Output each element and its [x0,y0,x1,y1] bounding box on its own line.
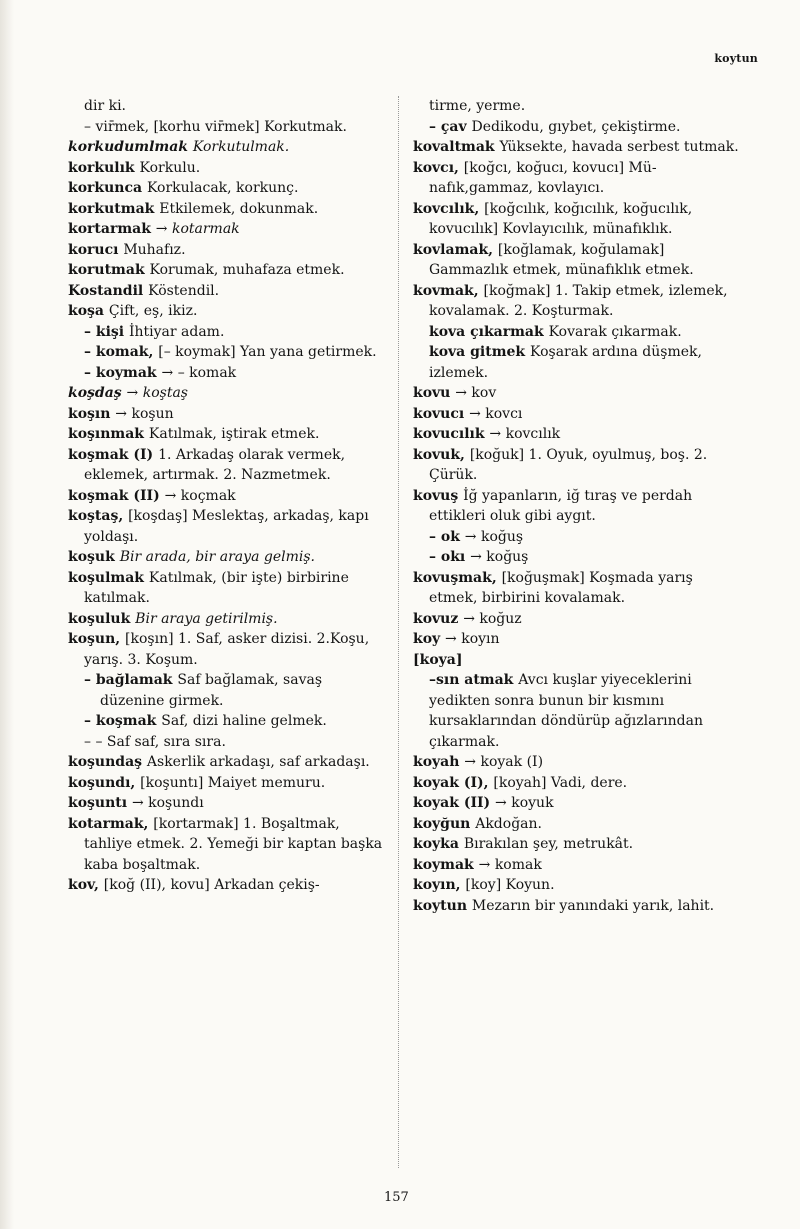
entry-definition: Mezarın bir yanındaki yarık, lahit. [471,897,715,914]
dictionary-entry [68,609,390,630]
entry-headword: koy [413,631,446,647]
entry-headword: koşuntı [68,795,132,811]
dictionary-entry [413,547,743,568]
entry-headword: – ok [429,528,465,545]
entry-definition: Korkulacak, korkunç. [146,180,299,196]
entry-headword: – koymak [84,364,162,381]
entry-headword: koytun [413,897,472,914]
entry-headword: – koşmak [84,713,162,729]
entry-headword: korkutmak [68,200,160,217]
entry-definition: Korkutulmak. [192,139,290,155]
entry-headword: koşmak (I) [68,446,159,463]
entry-headword: koyka [413,836,464,852]
dictionary-entry [413,240,743,281]
entry-definition: [koğcı, koğucı, kovucı] Münafık,gammaz, kovlayıcı. [429,159,657,196]
entry-headword: koşundaş [68,754,147,770]
dictionary-entry [68,506,390,547]
dictionary-entry [68,445,390,486]
entry-definition: → koçmak [164,487,236,504]
entry-definition: Saf, dizi haline gelmek. [161,713,327,729]
entry-headword: kovu [413,385,456,401]
dictionary-entry [413,773,743,794]
entry-definition: → kovcılık [489,426,561,442]
dictionary-entry [413,814,743,835]
entry-definition: → koştaş [126,385,188,401]
entry-definition: [koşuntı] Maiyet memuru. [140,774,326,791]
entry-definition: Kovarak çıkarmak. [548,323,682,340]
entry-definition: Saf bağlamak, savaş düzenine girmek. [100,672,323,709]
entry-headword: kov, [68,877,104,893]
entry-definition: → komak [478,856,542,873]
dictionary-entry [68,629,390,670]
entry-definition: tirme, yerme. [429,98,526,114]
dictionary-entry [413,793,743,814]
entry-definition: Muhafız. [123,241,186,258]
entry-headword: koşuk [68,549,120,565]
dictionary-entry [68,711,390,732]
entry-headword: koşınmak [68,426,149,442]
entry-definition: Bırakılan şey, metrukât. [463,836,634,852]
entry-headword: – çav [429,118,472,135]
entry-headword: – komak, [84,344,159,360]
dictionary-entry [68,240,390,261]
entry-definition: Korkutmak. [264,118,347,135]
dictionary-entry [413,650,743,671]
dictionary-entry [413,96,743,117]
entry-definition: İğ yapanların, iğ tıraş ve perdah ettikleri oluk gibi aygıt. [429,487,693,524]
entry-headword: – bağlamak [84,672,178,688]
entry-headword: kovuşmak, [413,569,502,586]
dictionary-entry [68,199,390,220]
entry-definition: Köstendil. [148,282,220,299]
dictionary-entry [413,609,743,630]
entry-definition: [kortarmak] 1. Boşaltmak, tahliye etmek. 2. Yemeği bir kaptan başka kaba boşaltmak. [84,815,383,873]
entry-headword: kotarmak, [68,815,154,832]
dictionary-entry [68,793,390,814]
entry-definition: → koğuş [464,528,524,545]
entry-definition: → koğuş [470,549,529,565]
dictionary-entry [68,773,390,794]
entry-headword: – okı [429,549,471,565]
column-divider [398,96,399,1168]
entry-definition: Dedikodu, gıybet, çekiştirme. [471,118,681,135]
dictionary-entry [68,404,390,425]
entry-definition: → kovcı [469,405,523,422]
dictionary-entry [413,568,743,609]
entry-headword: koyğun [413,815,476,832]
entry-definition: [koğuşmak] Koşmada yarış etmek, birbirini kovalamak. [429,569,693,606]
entry-definition: → – komak [161,364,237,381]
dictionary-entry [413,199,743,240]
entry-definition: [koşın] 1. Saf, asker dizisi. 2.Koşu, yarış. 3. Koşum. [84,631,370,668]
dictionary-entry [413,445,743,486]
entry-headword: kovucılık [413,426,490,442]
entry-headword: kovcılık, [413,200,485,217]
entry-definition: 1. Arkadaş olarak vermek, eklemek, artırmak. 2. Nazmetmek. [84,446,346,483]
entry-headword: koşundı, [68,774,141,791]
dictionary-entry [413,752,743,773]
dictionary-entry [413,383,743,404]
entry-definition: [koy] Koyun. [465,877,555,893]
entry-headword: korkulık [68,159,140,176]
dictionary-entry [413,322,743,343]
entry-headword: korkunca [68,180,147,196]
entry-headword: kovaltmak [413,139,500,155]
entry-definition: Etkilemek, dokunmak. [159,200,319,217]
dictionary-entry [68,670,390,711]
dictionary-entry [68,363,390,384]
entry-definition: Koşarak ardına düşmek, izlemek. [429,344,702,381]
entry-headword: kovmak, [413,282,484,299]
entry-definition: [koşdaş] Meslektaş, arkadaş, kapı yoldaşı. [84,508,369,545]
dictionary-entry [413,629,743,650]
dictionary-entry [413,424,743,445]
dictionary-entry [413,117,743,138]
dictionary-entry [68,875,390,896]
entry-definition: Katılmak, (bir işte) birbirine katılmak. [84,569,349,606]
entry-definition: [koğcılık, koğıcılık, koğucılık, kovucılık] Kovlayıcılık, münafıklık. [429,200,693,237]
entry-headword: koşuluk [68,610,136,627]
left-column [68,96,390,896]
entry-headword: kortarmak [68,221,156,237]
dictionary-entry [68,732,390,753]
entry-headword: kovuş [413,487,464,504]
entry-headword: korkudumlmak [68,139,193,155]
entry-headword: koşdaş [68,385,127,401]
dictionary-entry [413,875,743,896]
dictionary-entry [413,342,743,383]
dictionary-entry [68,96,390,117]
entry-headword: koşa [68,303,109,319]
entry-definition: Katılmak, iştirak etmek. [148,426,320,442]
entry-definition: → kov [455,385,497,401]
dictionary-entry [68,219,390,240]
entry-definition: Bir arada, bir araya gelmiş. [119,549,315,565]
entry-headword: koşulmak [68,569,149,586]
entry-definition: – – [84,733,107,750]
entry-headword: kovuk, [413,446,470,463]
entry-definition: İhtiyar adam. [128,323,225,340]
entry-definition: → kotarmak [155,221,240,237]
entry-definition: [koğmak] 1. Takip etmek, izlemek, kovalamak. 2. Koşturmak. [429,282,728,319]
dictionary-entry [68,178,390,199]
dictionary-entry [68,424,390,445]
entry-headword: kovucı [413,405,470,422]
dictionary-entry [68,117,390,138]
dictionary-entry [413,137,743,158]
right-column [413,96,743,916]
dictionary-entry [68,486,390,507]
entry-headword: korutmak [68,262,150,278]
dictionary-entry [413,855,743,876]
dictionary-entry [413,670,743,752]
dictionary-entry [413,896,743,917]
entry-definition: [– koymak] Yan yana getirmek. [158,344,377,360]
entry-definition: → koyuk [495,795,554,811]
dictionary-entry [413,404,743,425]
dictionary-entry [68,301,390,322]
entry-headword: kovuz [413,610,464,627]
entry-headword: koyah [413,754,465,770]
dictionary-entry [68,752,390,773]
entry-definition: [koğlamak, koğulamak] Gammazlık etmek, münafıklık etmek. [429,241,694,278]
entry-headword: koşun, [68,631,126,647]
entry-definition: → koyın [445,631,500,647]
entry-definition: dir ki. [84,98,126,114]
entry-definition: [koğ (II), kovu] Arkadan çekiş- [103,877,320,893]
entry-headword: kova çıkarmak [429,323,549,340]
dictionary-entry [413,158,743,199]
entry-definition: – vir̄mek, [korhu vir̄mek] [84,118,265,135]
entry-definition: Yüksekte, havada serbest tutmak. [499,139,739,155]
entry-definition: Akdoğan. [475,815,542,832]
entry-headword: koyak (II) [413,795,496,811]
entry-headword: koyak (I), [413,774,494,791]
entry-definition: [koyah] Vadi, dere. [493,774,628,791]
entry-headword: – kişi [84,323,129,340]
entry-headword: koşmak (II) [68,487,165,504]
dictionary-entry [413,527,743,548]
dictionary-entry [68,814,390,876]
entry-headword: koştaş, [68,508,129,524]
entry-definition: Çift, eş, ikiz. [108,303,198,319]
scan-edge [0,0,14,1229]
dictionary-entry [413,281,743,322]
entry-headword: Kostandil [68,282,149,299]
entry-definition: → koyak (I) [464,754,544,770]
entry-headword: korucı [68,241,124,258]
entry-definition: Korkulu. [139,159,201,176]
entry-definition: Korumak, muhafaza etmek. [149,262,345,278]
guide-word: koytun [714,52,758,65]
entry-definition: [koğuk] 1. Oyuk, oyulmuş, boş. 2. Çürük. [429,446,708,483]
entry-headword: koymak [413,856,479,873]
entry-definition: Bir araya getirilmiş. [135,610,278,627]
dictionary-entry [68,568,390,609]
entry-definition: Askerlik arkadaşı, saf arkadaşı. [146,754,370,770]
dictionary-entry [68,547,390,568]
entry-definition: → koşundı [131,795,204,811]
dictionary-entry [68,383,390,404]
dictionary-entry [68,137,390,158]
entry-definition: Avcı kuşlar yiyeceklerini yedikten sonra bunun bir kısmını kursaklarından döndürüp ağızlarından çıkarmak. [429,672,703,750]
dictionary-entry [413,834,743,855]
entry-definition: → koşun [115,405,174,422]
dictionary-entry [68,260,390,281]
entry-definition: → koğuz [463,610,522,627]
dictionary-entry [413,486,743,527]
dictionary-entry [68,281,390,302]
page-number: 157 [384,1190,409,1205]
entry-headword: koyın, [413,877,466,893]
dictionary-entry [68,158,390,179]
entry-headword: –sın atmak [429,672,519,688]
entry-headword: kovlamak, [413,241,498,258]
entry-definition: Saf saf, sıra sıra. [106,733,226,750]
dictionary-entry [68,322,390,343]
entry-headword: kovcı, [413,159,464,176]
entry-headword: kova gitmek [429,344,530,360]
entry-headword: [koya] [413,651,463,668]
entry-headword: koşın [68,405,116,422]
dictionary-entry [68,342,390,363]
